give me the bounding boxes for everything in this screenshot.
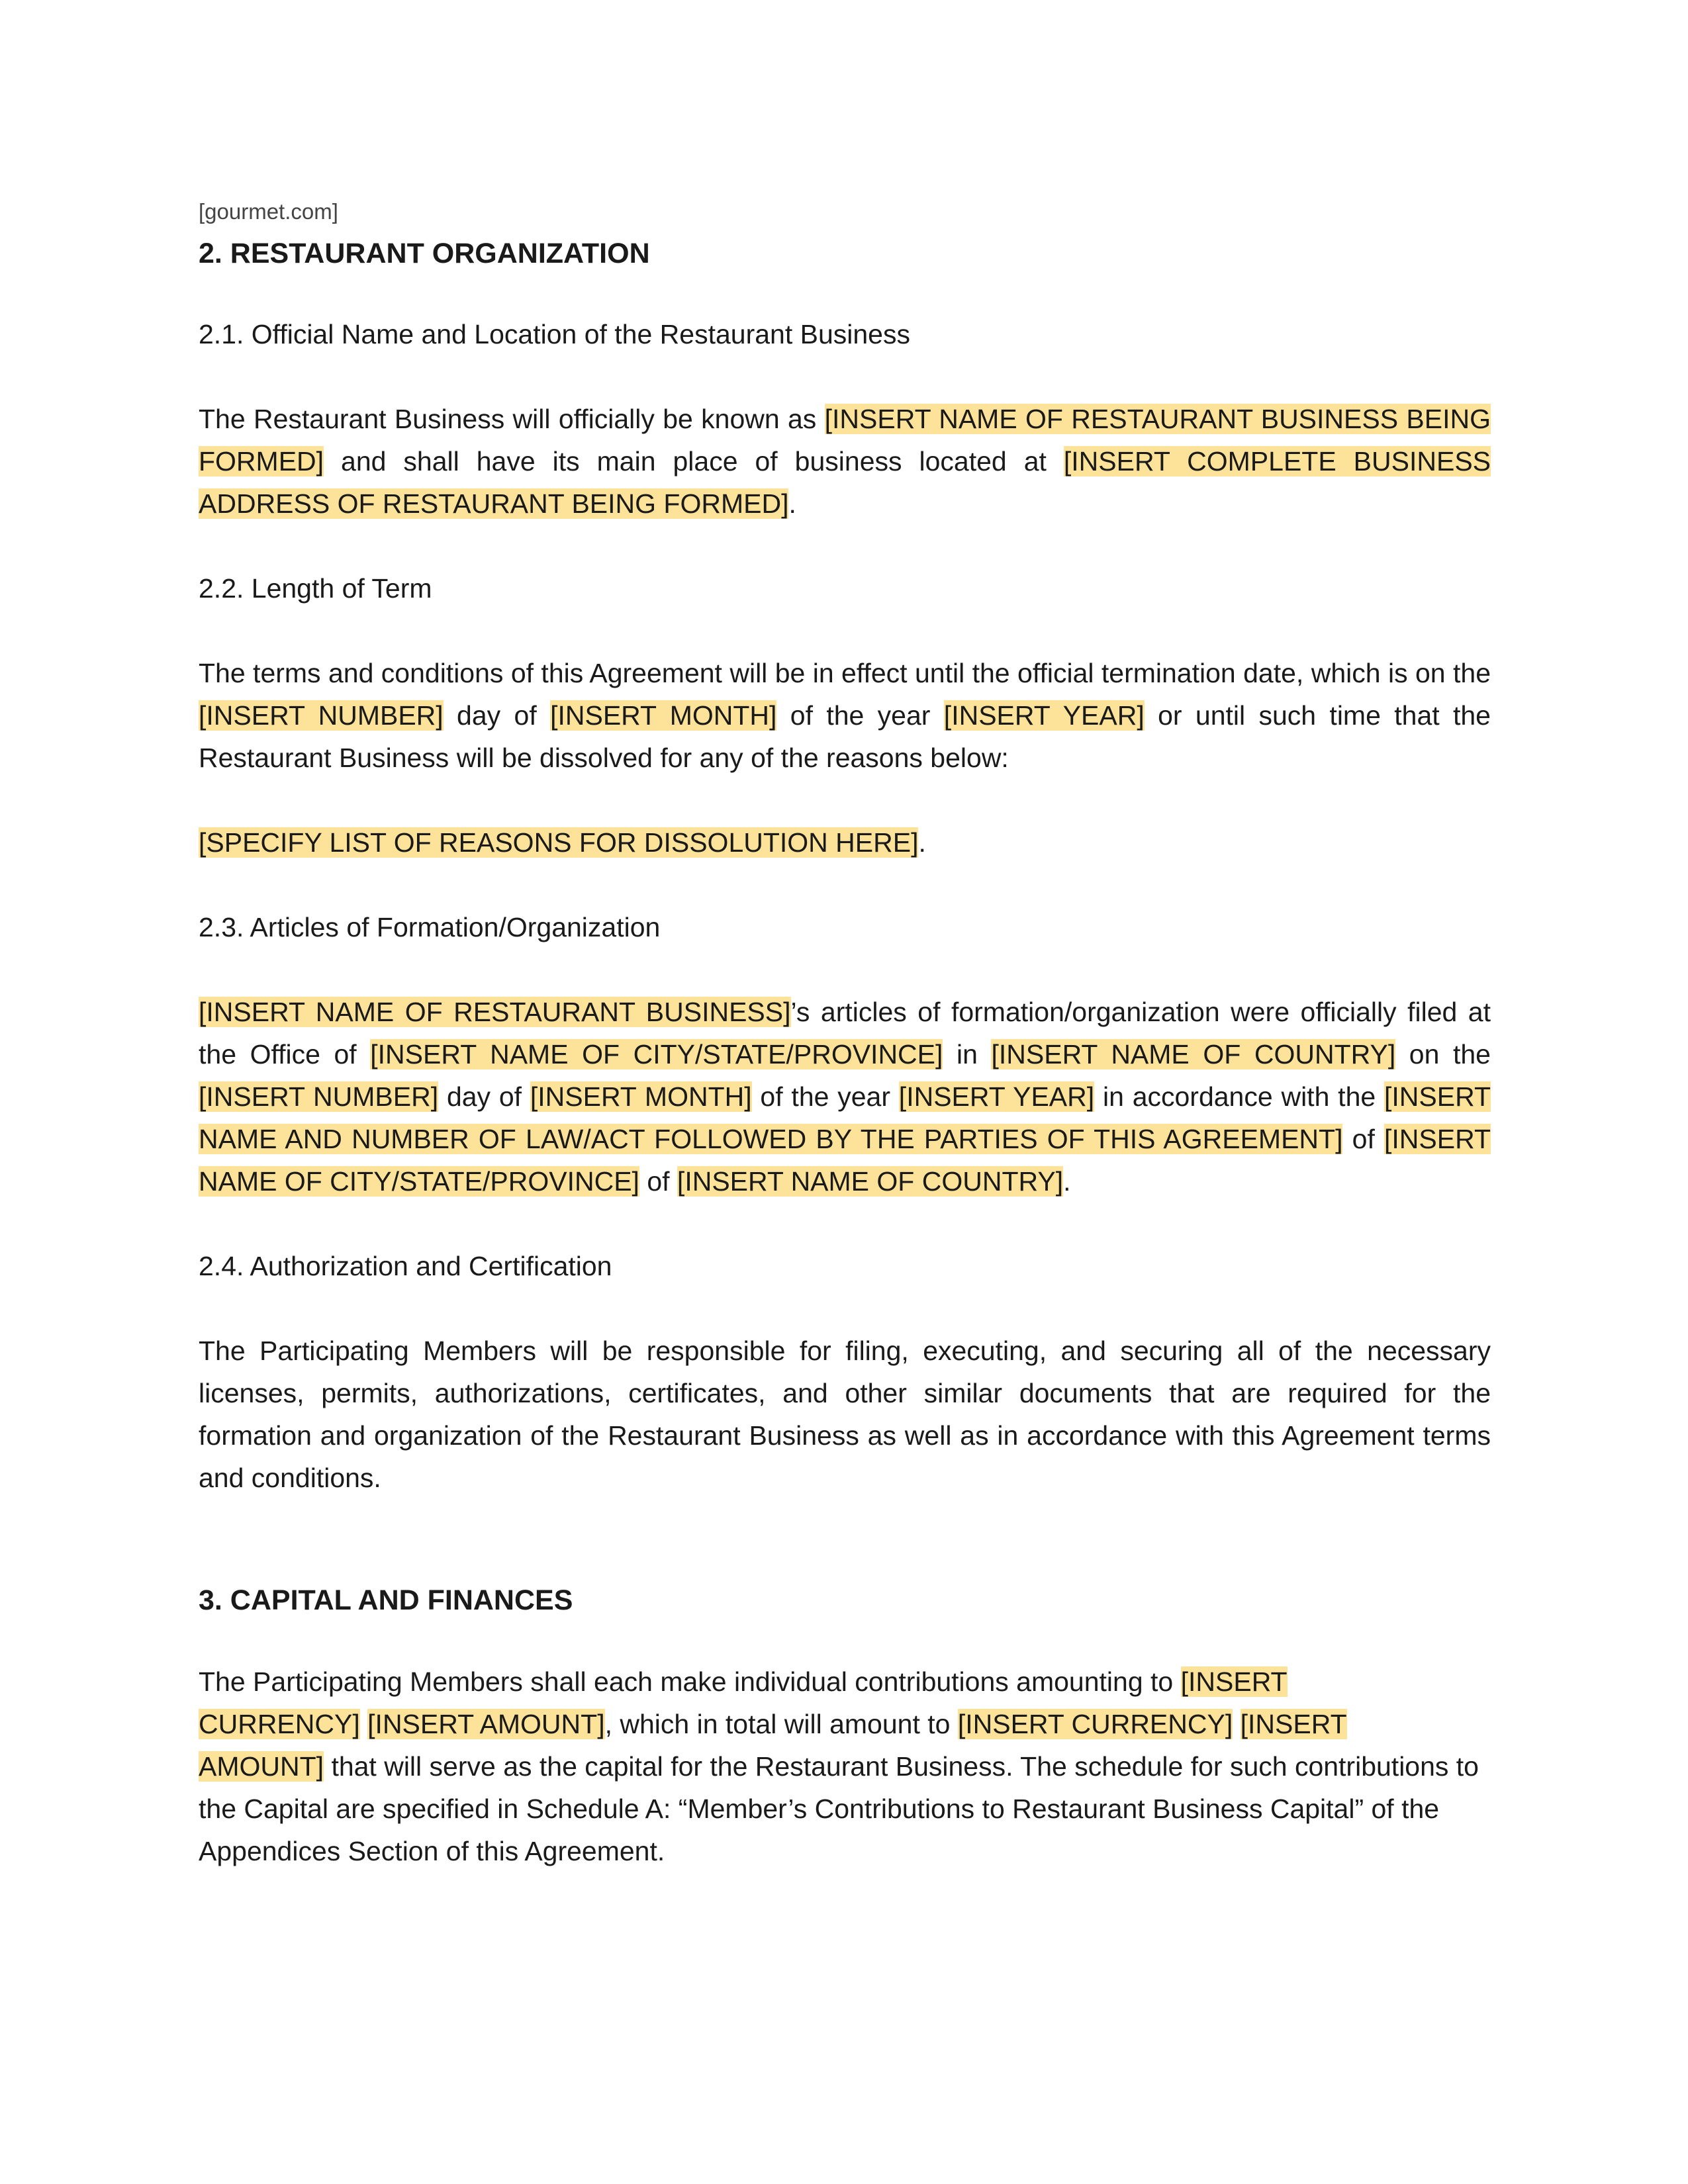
- placeholder-highlight: [INSERT NAME OF RESTAURANT BUSINESS]: [199, 997, 791, 1028]
- placeholder-highlight: [INSERT MONTH]: [530, 1081, 752, 1113]
- placeholder-highlight: [INSERT CURRENCY]: [957, 1708, 1233, 1739]
- text-run: of the year: [776, 700, 944, 731]
- subsection-2-4-title: 2.4. Authorization and Certification: [199, 1251, 612, 1282]
- text-run: of: [1342, 1124, 1385, 1155]
- text-run: of the year: [751, 1081, 899, 1113]
- placeholder-highlight: [INSERT NAME OF COUNTRY]: [991, 1039, 1396, 1070]
- text-run: [360, 1709, 367, 1739]
- placeholder-highlight: [INSERT NAME OF RESTAURANT BUSINESS BEING FORMED]: [199, 404, 1491, 477]
- text-run: in accordance with the: [1094, 1081, 1384, 1113]
- placeholder-highlight: [INSERT COMPLETE BUSINESS ADDRESS OF RESTAURANT BEING FORMED]: [199, 446, 1491, 520]
- text-run: .: [788, 488, 796, 520]
- placeholder-highlight: [INSERT NAME OF CITY/STATE/PROVINCE]: [199, 1124, 1491, 1197]
- subsection-2-3-paragraph: [199, 991, 1491, 1203]
- text-run: ’s articles of formation/organization were officially filed at the Office of: [199, 997, 1491, 1070]
- placeholder-highlight: [INSERT NAME OF COUNTRY]: [677, 1166, 1064, 1197]
- subsection-2-3-title: 2.3. Articles of Formation/Organization: [199, 912, 661, 943]
- placeholder-highlight: [INSERT MONTH]: [550, 700, 777, 731]
- document-page: [199, 199, 1491, 1872]
- subsection-2-4-paragraph: The Participating Members will be responsible for filing, executing, and securing all of the necessary licenses, permits, authorizations, certificates, and other similar documents that are required for the formation and organization of the Restaurant Business as well as in accordance with this Agreement terms and conditions.: [199, 1336, 1491, 1494]
- placeholder-highlight: CURRENCY]: [199, 1708, 360, 1739]
- text-run: that will serve as the capital for the Restaurant Business. The schedule for such contributions to the Capital are specified in Schedule A: “Member’s Contributions to Restaurant Business Capital” of the Appendices Section of this Agreement.: [199, 1751, 1479, 1866]
- text-run: .: [1063, 1166, 1071, 1197]
- text-run: on the: [1395, 1039, 1491, 1070]
- placeholder-highlight: [INSERT: [1180, 1666, 1288, 1697]
- section-2-heading: 2. RESTAURANT ORGANIZATION: [199, 237, 650, 269]
- placeholder-highlight: [INSERT YEAR]: [943, 700, 1145, 731]
- placeholder-highlight: [INSERT: [1240, 1708, 1347, 1739]
- text-run: of: [639, 1166, 677, 1197]
- placeholder-highlight: [INSERT YEAR]: [898, 1081, 1095, 1113]
- text-run: The Participating Members shall each make individual contributions amounting to: [199, 1666, 1181, 1697]
- text-run: and shall have its main place of business located at: [324, 446, 1064, 477]
- section-3-paragraph: [199, 1661, 1491, 1872]
- placeholder-highlight: [INSERT AMOUNT]: [367, 1708, 605, 1739]
- source-label: [gourmet.com]: [199, 199, 338, 224]
- dissolution-reasons: [199, 821, 1491, 864]
- placeholder-highlight: AMOUNT]: [199, 1751, 324, 1782]
- text-run: .: [918, 827, 926, 858]
- placeholder-highlight: [INSERT NUMBER]: [199, 700, 444, 731]
- text-run: day of: [438, 1081, 530, 1113]
- text-run: or until such time that the Restaurant Business will be dissolved for any of the reasons below:: [199, 700, 1491, 774]
- text-run: [1233, 1709, 1240, 1739]
- text-run: in: [943, 1039, 992, 1070]
- text-run: The Restaurant Business will officially be known as: [199, 404, 825, 435]
- text-run: The terms and conditions of this Agreement will be in effect until the official termination date, which is on the: [199, 658, 1491, 689]
- placeholder-highlight: [INSERT NAME OF CITY/STATE/PROVINCE]: [370, 1039, 943, 1070]
- placeholder-highlight: [INSERT NAME AND NUMBER OF LAW/ACT FOLLOWED BY THE PARTIES OF THIS AGREEMENT]: [199, 1081, 1491, 1155]
- subsection-2-2-paragraph: [199, 652, 1491, 779]
- subsection-2-2-title: 2.2. Length of Term: [199, 573, 432, 604]
- placeholder-highlight: [INSERT NUMBER]: [199, 1081, 439, 1113]
- placeholder-highlight: [SPECIFY LIST OF REASONS FOR DISSOLUTION HERE]: [199, 827, 919, 858]
- subsection-2-1-title: 2.1. Official Name and Location of the Restaurant Business: [199, 319, 910, 350]
- subsection-2-1-paragraph: [199, 398, 1491, 525]
- text-run: , which in total will amount to: [604, 1708, 958, 1739]
- text-run: day of: [443, 700, 551, 731]
- section-3-heading: 3. CAPITAL AND FINANCES: [199, 1584, 573, 1617]
